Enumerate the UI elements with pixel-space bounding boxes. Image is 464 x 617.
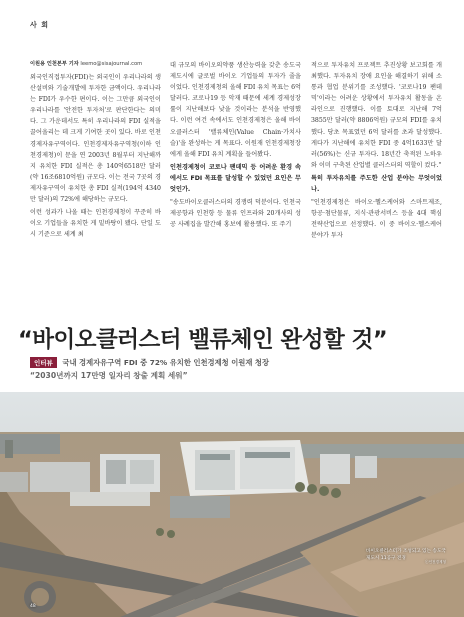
- byline-author: 이원용 인천본부 기자: [30, 61, 79, 67]
- paragraph: 이런 성과가 나올 때는 인천경제청이 꾸준히 바이오 기업들을 유치한 게 밑바탕이 됐다. 단일 도시 기준으로 세계 최: [30, 209, 161, 239]
- article-column-2: [170, 60, 301, 232]
- interview-answer: "송도바이오클러스터의 경쟁력 덕분이다. 인천국제공항과 인천항 등 물류 인프라와 20개사의 성공 사례집을 발간해 홍보에 활용했다. 또 주기: [170, 199, 301, 229]
- headline: “바이오클러스터 밸류체인 완성할 것”: [18, 327, 388, 353]
- byline: [30, 60, 161, 69]
- paragraph: 적으로 투자유치 프로젝트 추진상황 보고회를 개최했다. 투자유치 장애 요인을 해결하기 위해 소통과 협업 분위기를 조성했다. '코로나19 팬데믹'이라는 어려운 상황에서 투자유치 활동을 온라인으로 진행했다. 이를 토대로 지난해 7억3855만 달러(약 8806억원) 규모의 FDI를 유치했다. 당초 목표였던 6억 달러를 초과 달성했다. 게다가 지난해에 유치한 FDI 중 4억1633만 달러(56%)는 신규 투자다. 18년간 축적된 노하우와 이미 구축된 산업별 클러스터의 역할이 컸다.": [311, 62, 442, 169]
- interview-question: 인천경제청이 코로나 팬데믹 등 어려운 환경 속에서도 FDI 목표를 달성할 수 있었던 요인은 무엇인가.: [170, 163, 301, 194]
- subheadline-text: 국내 경제자유구역 FDI 중 72% 유치한 인천경제청 이원재 청장: [62, 358, 270, 367]
- photo-caption: 바이오클러스터가 조성되고 있는 송도국제도시 11공구 전경: [366, 549, 446, 561]
- paragraph: 외국인직접투자(FDI)는 외국인이 우리나라의 생산설비와 기술개발에 투자한 금액이다. 우리나라는 FDI가 우수한 편이다. 이는 그만큼 외국인이 우리나라를 '안전한 투자처'로 판단한다는 의미다. 그 가운데서도 특히 우리나라의 FDI 실적을 끌어올리는 데 크게 기여한 곳이 있다. 바로 인천경제자유구역이다. 인천경제자유구역청(이하 인천경제청)이 문을 연 2003년 8월부터 지난해까지 유치한 FDI 실적은 총 140억6518만 달러(약 16조6810억원) 규모다. 이는 전국 7곳의 경제자유구역이 유치한 총 FDI 실적(194억 4340만 달러)의 72%에 해당하는 규모다.: [30, 74, 161, 204]
- aerial-photo: [0, 392, 464, 617]
- page-number: 48: [30, 604, 36, 609]
- byline-email[interactable]: leemo@sisajournal.com: [80, 61, 143, 67]
- interview-tag: 인터뷰: [30, 357, 57, 368]
- interview-question: 특히 투자유치를 주도한 산업 분야는 무엇이었나.: [311, 174, 442, 194]
- article-column-3: [311, 60, 442, 244]
- article-column-1: [30, 60, 161, 242]
- paragraph: 대 규모의 바이오의약품 생산능력을 갖춘 송도국제도시에 글로벌 바이오 기업들의 투자가 줄을 이었다. 인천경제청의 올해 FDI 유치 목표는 6억 달러다. 코로나19 등 악재 때문에 세계 경제성장률이 지난해보다 낮을 것이라는 분석을 반영했다. 이런 여건 속에서도 인천경제청은 올해 바이오클러스터 '밸류체인(Value Chain·가치사슬)'을 완성하는 게 목표다. 이원재 인천경제청장에게 올해 FDI 유치 계획을 들어봤다.: [170, 62, 302, 158]
- subheadline-quote: “2030년까지 17만명 일자리 창출 계획 세워”: [30, 371, 188, 380]
- section-label: 사 회: [30, 21, 49, 29]
- subheadline: [30, 357, 269, 368]
- photo-credit: ⓒ인천경제청: [425, 560, 446, 564]
- interview-answer: "인천경제청은 바이오·헬스케어와 스마트제조, 항공·첨단물류, 지식·관광서비스 등을 4대 핵심전략산업으로 선정했다. 이 중 바이오·헬스케어 분야가 투자: [311, 199, 442, 240]
